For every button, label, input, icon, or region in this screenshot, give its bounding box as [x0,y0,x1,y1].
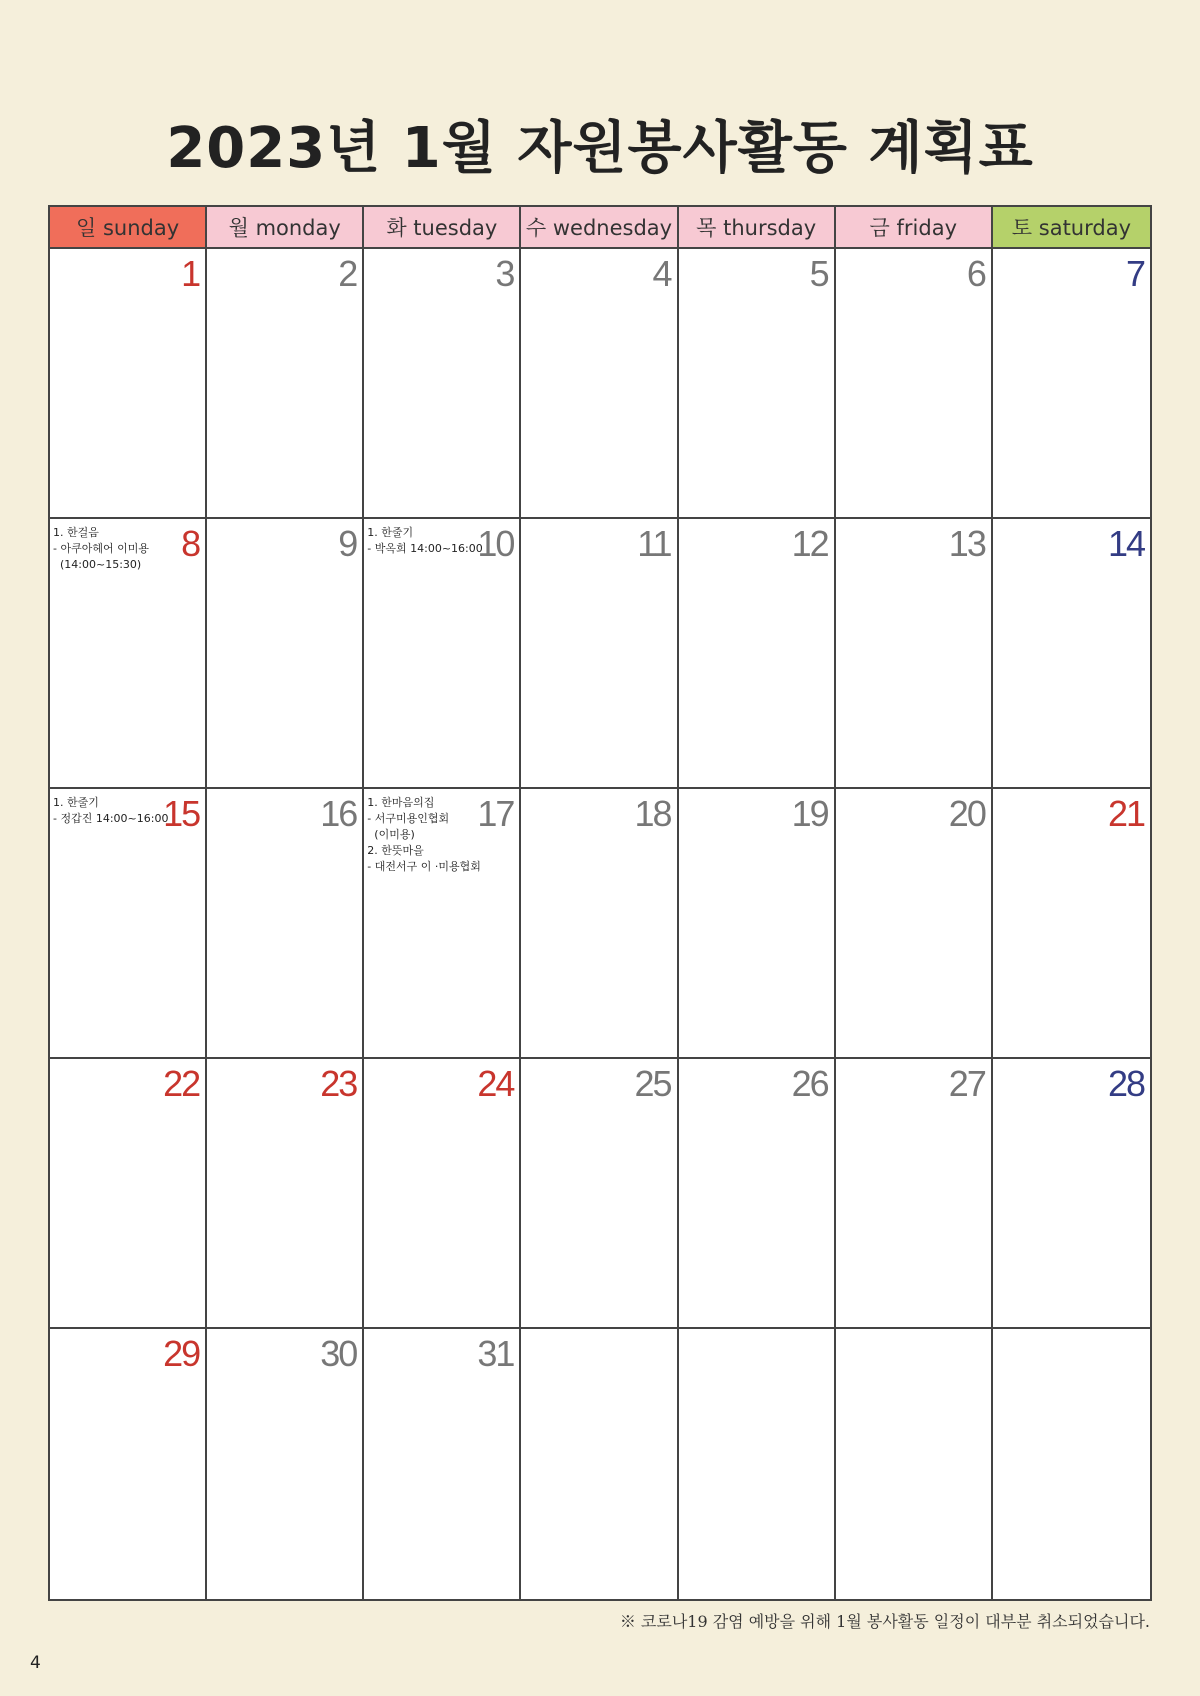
day-number: 30 [320,1333,357,1374]
day-cell [50,1059,207,1329]
day-cell [207,1059,364,1329]
day-number: 20 [948,793,985,834]
day-number: 23 [320,1063,357,1104]
day-number: 16 [320,793,357,834]
day-cell [679,249,836,519]
day-number: 3 [495,253,514,294]
day-number: 4 [652,253,671,294]
day-number: 7 [1125,253,1144,294]
weekday-header: 토 saturday [993,207,1150,249]
day-cell [993,789,1150,1059]
day-cell [364,249,521,519]
day-number: 31 [477,1333,514,1374]
footnote: ※ 코로나19 감염 예방을 위해 1월 봉사활동 일정이 대부분 취소되었습니다. [619,1612,1150,1631]
day-cell [207,519,364,789]
day-number: 17 [477,793,514,834]
day-number: 19 [791,793,828,834]
day-number: 5 [809,253,828,294]
day-cell [50,519,207,789]
day-cell [521,1329,678,1599]
day-cell [836,249,993,519]
weekday-header: 일 sunday [50,207,207,249]
event-note: 1. 한마음의집 - 서구미용인협회 (이미용) 2. 한뜻마을 - 대전서구 이 ·미용협회 [367,796,481,873]
day-cell [364,1329,521,1599]
day-number: 10 [477,523,514,564]
day-cell [364,519,521,789]
day-cell [679,1329,836,1599]
day-cell [521,789,678,1059]
day-number: 25 [634,1063,671,1104]
calendar-grid [48,205,1152,1601]
day-cell [364,789,521,1059]
day-number: 29 [163,1333,200,1374]
page-title: 2023년 1월 자원봉사활동 계획표 [166,116,1034,181]
day-cell [679,519,836,789]
day-cell [521,249,678,519]
day-cell [679,1059,836,1329]
day-number: 1 [181,253,200,294]
weekday-header: 월 monday [207,207,364,249]
event-note: 1. 한줄기 - 정갑진 14:00~16:00 [53,796,169,825]
day-number: 2 [338,253,357,294]
event-note: 1. 한걸음 - 아쿠아헤어 이미용 (14:00~15:30) [53,526,149,571]
day-number: 11 [637,523,671,564]
day-cell [207,1329,364,1599]
day-cell [50,789,207,1059]
day-cell [521,519,678,789]
day-number: 22 [163,1063,200,1104]
day-number: 18 [634,793,671,834]
day-number: 27 [948,1063,985,1104]
event-note: 1. 한줄기 - 박옥희 14:00~16:00 [367,526,483,555]
weekday-header: 수 wednesday [521,207,678,249]
day-cell [993,1329,1150,1599]
day-number: 9 [338,523,357,564]
day-cell [521,1059,678,1329]
weekday-header: 목 thursday [679,207,836,249]
day-number: 6 [966,253,985,294]
day-cell [50,249,207,519]
day-cell [50,1329,207,1599]
day-cell [836,789,993,1059]
day-number: 26 [791,1063,828,1104]
day-cell [836,519,993,789]
day-cell [993,1059,1150,1329]
day-number: 13 [948,523,985,564]
day-cell [993,519,1150,789]
page-number: 4 [30,1653,41,1673]
day-number: 8 [181,523,200,564]
day-number: 12 [791,523,828,564]
day-number: 24 [477,1063,514,1104]
weekday-header: 화 tuesday [364,207,521,249]
day-number: 14 [1107,523,1144,564]
day-cell [836,1329,993,1599]
day-number: 21 [1107,793,1144,834]
weekday-header: 금 friday [836,207,993,249]
day-cell [679,789,836,1059]
day-cell [364,1059,521,1329]
day-cell [207,249,364,519]
day-number: 28 [1107,1063,1144,1104]
day-cell [993,249,1150,519]
day-cell [207,789,364,1059]
day-number: 15 [163,793,200,834]
day-cell [836,1059,993,1329]
